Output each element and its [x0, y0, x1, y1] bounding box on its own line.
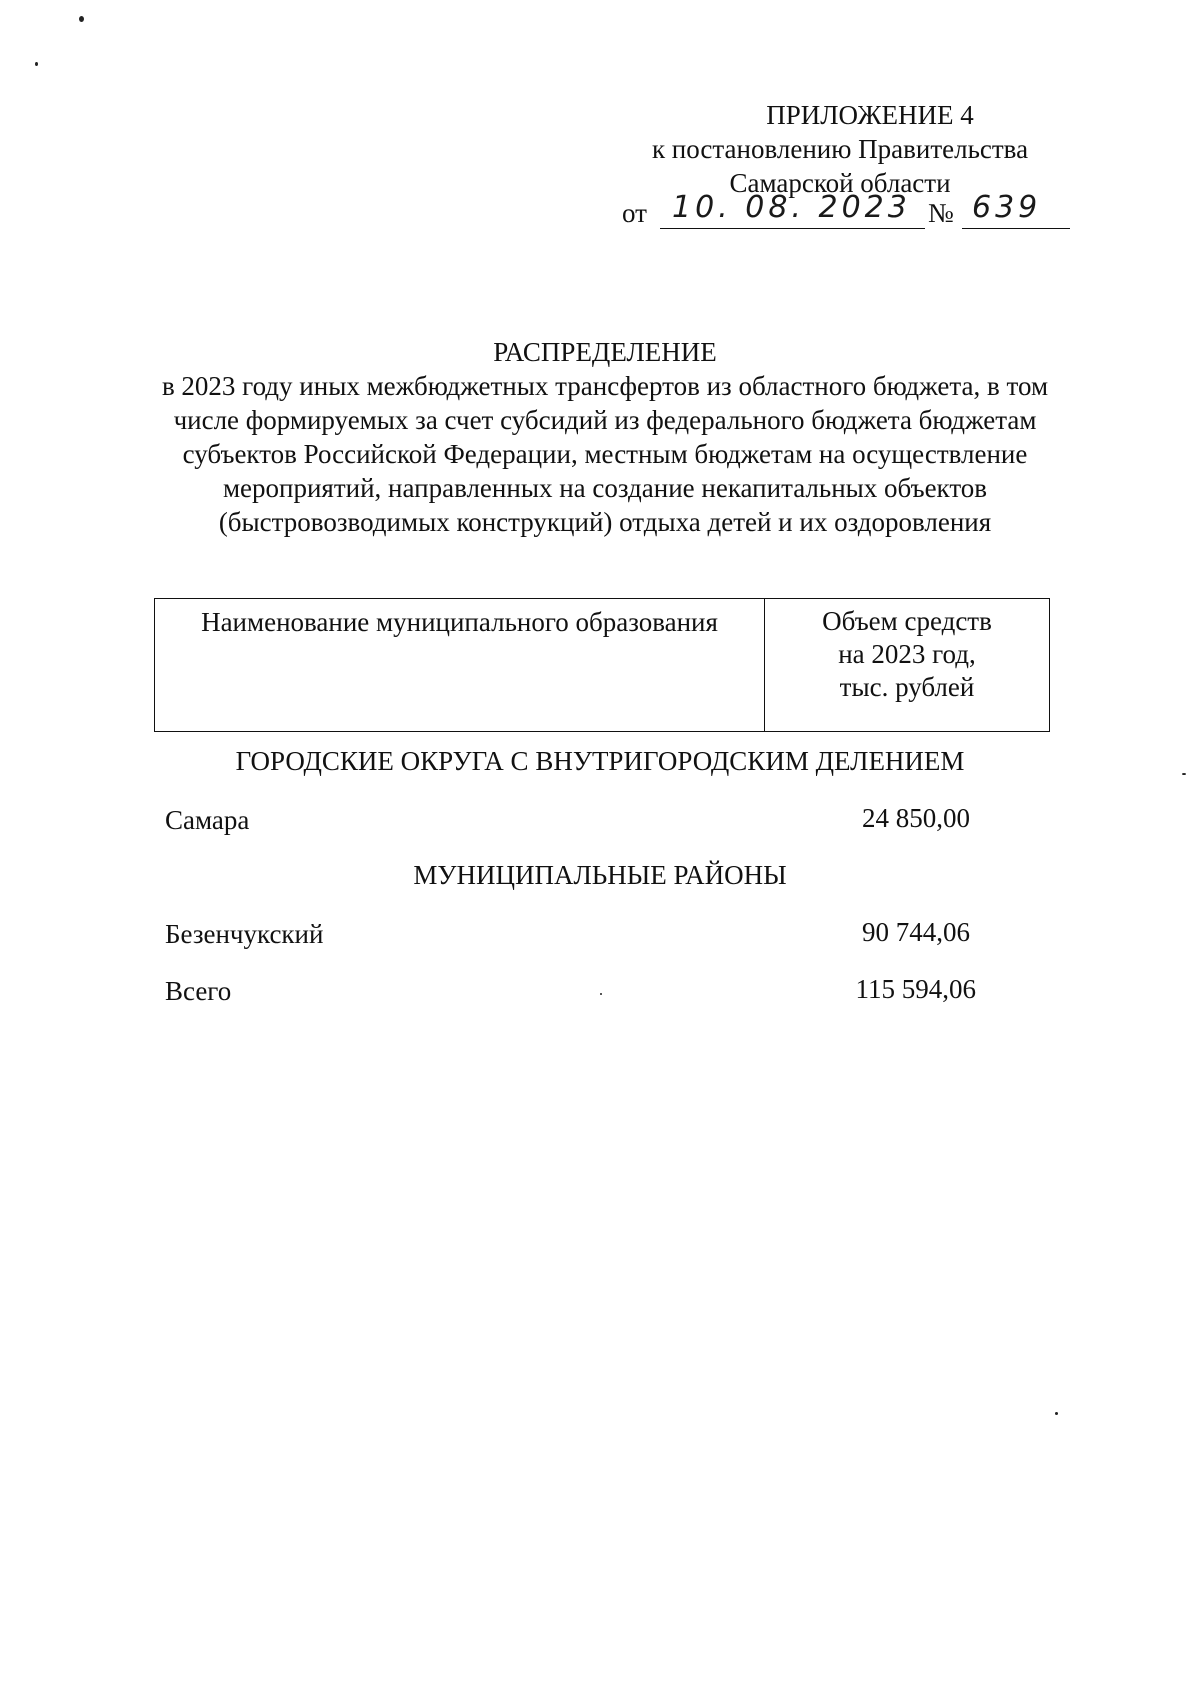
appendix-decree-line: к постановлению Правительства: [651, 134, 1029, 164]
column-header-municipality: Наименование муниципального образования: [201, 607, 718, 637]
date-prefix: от: [622, 198, 647, 228]
column-header-amount-line2: на 2023 год,: [838, 639, 976, 669]
document-description: в 2023 году иных межбюджетных трансфертов из областного бюджета, в том числе формируемых за счет субсидий из федерального бюджета бюджетам субъектов Российской Федерации, местным бюджетам на осуществление мероприятий, направленных на создание некапитальных объектов (быстровозводимых конструкций) отдыха детей и их оздоровления: [161, 371, 1049, 537]
appendix-region-line: Самарской области: [729, 168, 951, 198]
number-prefix: №: [928, 198, 954, 228]
number-underline: [962, 228, 1070, 229]
scan-speck: [1055, 1412, 1058, 1415]
handwritten-date: 10. 08. 2023: [672, 190, 911, 225]
total-value: 115 594,06: [855, 974, 976, 1004]
date-underline: [660, 228, 925, 229]
scan-speck: [600, 993, 602, 995]
table-row-name: Самара: [165, 805, 250, 835]
column-header-amount-line1: Объем средств: [822, 606, 992, 636]
document-title-block: [140, 335, 1070, 539]
scan-speck: [79, 16, 84, 22]
scan-speck: [35, 62, 38, 66]
scan-speck: [1182, 773, 1186, 775]
column-header-amount-line3: тыс. рублей: [839, 672, 975, 702]
table-header: [154, 598, 1050, 732]
section-title-municipal-districts: МУНИЦИПАЛЬНЫЕ РАЙОНЫ: [413, 860, 787, 890]
document-heading: РАСПРЕДЕЛЕНИЕ: [493, 337, 717, 367]
section-title-city-districts: ГОРОДСКИЕ ОКРУГА С ВНУТРИГОРОДСКИМ ДЕЛЕНИЕМ: [235, 746, 965, 776]
total-label: Всего: [165, 976, 232, 1006]
appendix-title: ПРИЛОЖЕНИЕ 4: [766, 100, 974, 130]
appendix-header: [600, 98, 1080, 200]
table-row-value: 24 850,00: [862, 803, 970, 833]
table-row-name: Безенчукский: [165, 919, 324, 949]
table-row-value: 90 744,06: [862, 917, 970, 947]
column-header-amount: [765, 605, 1049, 704]
handwritten-number: 639: [972, 190, 1042, 225]
